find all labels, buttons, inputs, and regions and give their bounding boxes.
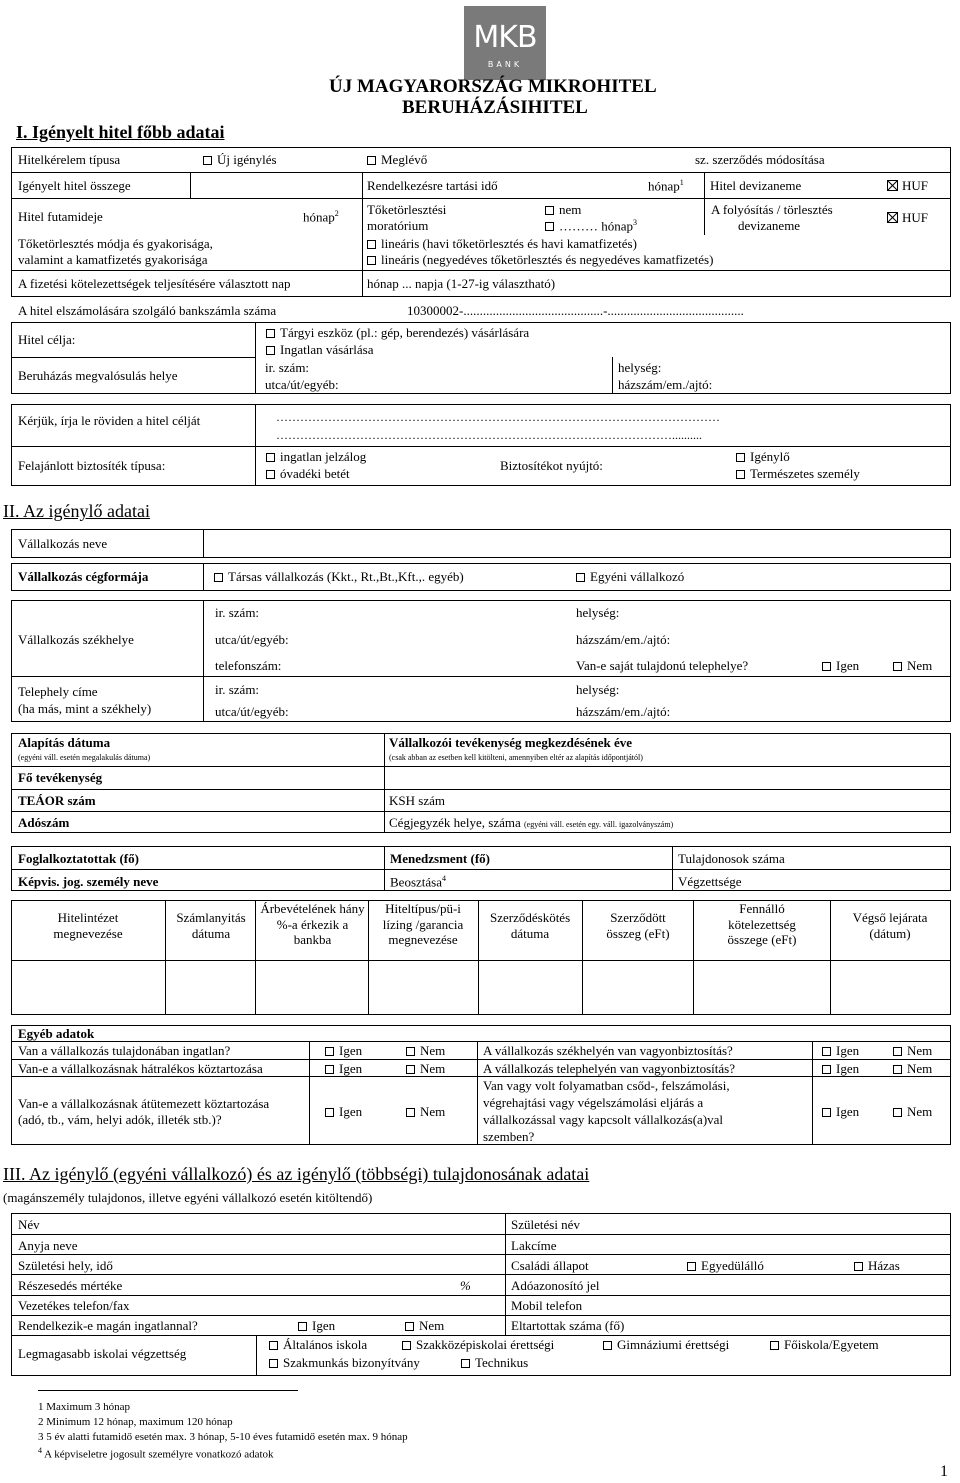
col-szamlanyitas: Számlanyitás dátuma xyxy=(176,910,246,941)
vegzettseg-label: Végzettsége xyxy=(678,874,742,889)
szekhely-biztositas-kerdes: A vállalkozás székhelyén van vagyonbiztosítás? xyxy=(483,1043,733,1058)
cegjegyzek-label: Cégjegyzék helye, száma (egyéni váll. esetén egy. váll. igazolványszám) xyxy=(389,815,674,830)
csod-kerdes-1: Van vagy volt folyamatban csőd-, felszámolási, xyxy=(483,1078,730,1093)
szerzodes-modositasa-label: sz. szerződés módosítása xyxy=(695,152,825,167)
bank-kapcsolatok-table xyxy=(11,900,951,1015)
section-1-table xyxy=(11,147,951,297)
teaor-label: TEÁOR szám xyxy=(18,793,96,808)
reszesedes-percent: % xyxy=(460,1278,471,1293)
egyeni-vallalkozo-checkbox[interactable]: Egyéni vállalkozó xyxy=(576,569,684,585)
moratorium-nem-checkbox[interactable]: nem xyxy=(545,202,581,218)
lakcim-label: Lakcíme xyxy=(511,1238,557,1253)
section-1-title: I. Igényelt hitel főbb adatai xyxy=(16,122,225,142)
technikus-checkbox[interactable]: Technikus xyxy=(461,1355,528,1371)
ingatlan-igen[interactable]: Igen xyxy=(325,1043,362,1059)
col-lejarat: Végső lejárata (dátum) xyxy=(852,910,928,941)
sajat-telephely-nem[interactable]: Nem xyxy=(893,658,932,674)
telephely-irszam[interactable]: ir. szám: xyxy=(215,682,260,697)
footnote-1: 1 Maximum 3 hónap xyxy=(38,1401,130,1413)
kepvis-nev-label: Képvis. jog. személy neve xyxy=(18,874,159,889)
ingatlan-nem[interactable]: Nem xyxy=(406,1043,445,1059)
vallalkozas-neve-table xyxy=(11,529,951,558)
fizetesi-nap-label: A fizetési kötelezettségek teljesítésére választott nap xyxy=(18,276,291,291)
hatralekos-igen[interactable]: Igen xyxy=(325,1061,362,1077)
futamido-honap: hónap$^2$ xyxy=(303,209,339,225)
hatralekos-nem[interactable]: Nem xyxy=(406,1061,445,1077)
magan-ingatlan-label: Rendelkezik-e magán ingatlannal? xyxy=(18,1318,198,1333)
cegforma-table xyxy=(11,563,951,591)
szekhely-utca[interactable]: utca/út/egyéb: xyxy=(215,632,289,647)
toketorlesztes-label-1: Tőketörlesztés módja és gyakorisága, xyxy=(18,236,213,251)
telephely-label-2: (ha más, mint a székhely) xyxy=(18,701,152,716)
tevekenyseg-kezdes-sub: (csak abban az esetben kell kitölteni, amennyiben eltér az alapítás időpontjától) xyxy=(389,753,643,762)
targyi-eszkoz-checkbox[interactable]: Tárgyi eszköz (pl.: gép, berendezés) vásárlására xyxy=(266,325,529,341)
doc-title-1: ÚJ MAGYARORSZÁG MIKROHITEL xyxy=(329,76,657,97)
col-hiteltipus: Hiteltípus/pü-i lízing /garancia megnevezése xyxy=(382,901,464,948)
uj-igenyles-checkbox[interactable]: Új igénylés xyxy=(203,152,277,168)
meglevo-checkbox[interactable]: Meglévő xyxy=(367,152,427,168)
telephely-biztositas-kerdes: A vállalkozás telephelyén van vagyonbiztosítás? xyxy=(483,1061,735,1076)
atutemezett-nem[interactable]: Nem xyxy=(406,1104,445,1120)
folyositas-deviza-label-1: A folyósítás / törlesztés xyxy=(711,202,833,217)
egyeb-adatok-label: Egyéb adatok xyxy=(18,1026,95,1041)
csod-kerdes-4: szemben? xyxy=(483,1129,535,1144)
szekhely-table xyxy=(11,600,951,722)
adoazonosito-label: Adóazonosító jel xyxy=(511,1278,600,1293)
tarsas-vallalkozas-checkbox[interactable]: Társas vállalkozás (Kkt., Rt.,Bt.,Kft.,. egyéb) xyxy=(214,569,464,585)
linearis-havi-checkbox[interactable]: lineáris (havi tőketörlesztés és havi kamatfizetés) xyxy=(367,236,637,252)
menedzsment-label: Menedzsment (fő) xyxy=(390,851,490,866)
szekhely-label: Vállalkozás székhelye xyxy=(18,632,134,647)
hitel-celja-leiras-line-1[interactable]: ………………………………………………………………………………………………… xyxy=(276,410,720,424)
anyja-neve-label: Anyja neve xyxy=(18,1238,78,1253)
csod-kerdes-3: vállalkozással vagy kapcsolt vállalkozás(a)val xyxy=(483,1112,724,1127)
szakkozep-checkbox[interactable]: Szakközépiskolai érettségi xyxy=(402,1337,554,1353)
foiskola-checkbox[interactable]: Főiskola/Egyetem xyxy=(770,1337,879,1353)
folyositas-deviza-label-2: devizaneme xyxy=(738,218,801,233)
magan-ingatlan-igen[interactable]: Igen xyxy=(298,1318,335,1334)
egyedulallo-checkbox[interactable]: Egyedülálló xyxy=(687,1258,764,1274)
szekhely-telefon[interactable]: telefonszám: xyxy=(215,658,282,673)
moratorium-honap-checkbox[interactable]: ……… hónap$^3$ xyxy=(545,218,637,234)
beruhazas-utca[interactable]: utca/út/egyéb: xyxy=(265,377,339,392)
hitel-devizaneme-label: Hitel devizaneme xyxy=(710,178,802,193)
vallalkozas-neve-label: Vállalkozás neve xyxy=(18,536,108,551)
csaladi-allapot-label: Családi állapot xyxy=(511,1258,589,1273)
ingatlan-jelzalog-checkbox[interactable]: ingatlan jelzálog xyxy=(266,449,366,465)
telephely-biztositas-nem[interactable]: Nem xyxy=(893,1061,932,1077)
atutemezett-igen[interactable]: Igen xyxy=(325,1104,362,1120)
biztositek-tipusa-label: Felajánlott biztosíték típusa: xyxy=(18,458,166,473)
csod-kerdes-2: végrehajtási vagy végelszámolási eljárás a xyxy=(483,1095,704,1110)
szekhely-biztositas-igen[interactable]: Igen xyxy=(822,1043,859,1059)
doc-title-2: BERUHÁZÁSIHITEL xyxy=(402,97,588,118)
col-hitelintezet: Hitelintézet megnevezése xyxy=(53,910,123,941)
szuletesi-hely-ido-label: Születési hely, idő xyxy=(18,1258,113,1273)
col-szerzodott-osszeg: Szerződött összeg (eFt) xyxy=(606,910,670,941)
telephely-helyseg[interactable]: helység: xyxy=(576,682,620,697)
rendelkezesre-tartasi-ido-label: Rendelkezésre tartási idő xyxy=(367,178,498,193)
telephely-utca[interactable]: utca/út/egyéb: xyxy=(215,704,289,719)
ksh-label: KSH szám xyxy=(389,793,445,808)
atutemezett-kerdes-1: Van-e a vállalkozásnak átütemezett köztartozása xyxy=(18,1096,270,1111)
section-3-subtitle: (magánszemély tulajdonos, illetve egyéni vállalkozó esetén kitöltendő) xyxy=(3,1190,373,1205)
adoszam-label: Adószám xyxy=(18,815,70,830)
hitel-celja-label: Hitel célja: xyxy=(18,332,76,347)
footnote-4: $^4$ A képviseletre jogosult személyre vonatkozó adatok xyxy=(38,1446,274,1461)
hitel-celja-leiras-label: Kérjük, írja le röviden a hitel célját xyxy=(18,413,201,428)
igenylo-checkbox[interactable]: Igénylő xyxy=(736,449,790,465)
sajat-telephely-label: Van-e saját tulajdonú telephelye? xyxy=(576,658,749,673)
sajat-telephely-igen[interactable]: Igen xyxy=(822,658,859,674)
hitel-celja-leiras-line-2[interactable]: ……………………………………………………………………………………….......... xyxy=(276,428,702,442)
fizetesi-nap-value: hónap ... napja (1-27-ig választható) xyxy=(367,276,556,291)
linearis-negyedeves-checkbox[interactable]: lineáris (negyedéves tőketörlesztés és negyedéves kamatfizetés) xyxy=(367,252,713,268)
beruhazas-helyseg[interactable]: helység: xyxy=(618,360,662,375)
col-arbevetel: Árbevételének hány %-a érkezik a bankba xyxy=(260,901,365,948)
huf-checkbox-2[interactable]: HUF xyxy=(887,210,928,226)
beruhazas-helye-label: Beruházás megvalósulás helye xyxy=(18,368,178,383)
huf-checkbox-1[interactable]: HUF xyxy=(887,178,928,194)
toketorlesztes-label-2: valamint a kamatfizetés gyakorisága xyxy=(18,252,208,267)
moratorium-label-1: Tőketörlesztési xyxy=(367,202,447,217)
mkb-logo: MKB BANK xyxy=(464,6,546,80)
ovadeki-betet-checkbox[interactable]: óvadéki betét xyxy=(266,466,350,482)
bankszamla-label: A hitel elszámolására szolgáló bankszámla száma xyxy=(18,303,277,318)
szekhely-biztositas-nem[interactable]: Nem xyxy=(893,1043,932,1059)
csod-igen[interactable]: Igen xyxy=(822,1104,859,1120)
ingatlan-kerdes: Van a vállalkozás tulajdonában ingatlan? xyxy=(18,1043,231,1058)
ingatlan-vasarlas-checkbox[interactable]: Ingatlan vásárlása xyxy=(266,342,373,358)
alapitas-sub: (egyéni váll. esetén megalakulás dátuma) xyxy=(18,753,151,762)
rendelkezesre-honap: hónap$^1$ xyxy=(648,178,684,194)
footnote-3: 3 5 év alatti futamidő esetén max. 3 hónap, 5-10 éves futamidő esetén max. 9 hónap xyxy=(38,1431,408,1443)
telephely-hazszam[interactable]: házszám/em./ajtó: xyxy=(576,704,671,719)
hazas-checkbox[interactable]: Házas xyxy=(854,1258,900,1274)
mobil-telefon-label: Mobil telefon xyxy=(511,1298,583,1313)
telephely-biztositas-igen[interactable]: Igen xyxy=(822,1061,859,1077)
iskolai-vegzettseg-label: Legmagasabb iskolai végzettség xyxy=(18,1346,187,1361)
vezetekes-telefon-label: Vezetékes telefon/fax xyxy=(18,1298,130,1313)
telephely-label-1: Telephely címe xyxy=(18,684,98,699)
col-fennallo: Fennálló kötelezettség összege (eFt) xyxy=(727,901,797,948)
igenyelt-osszeg-label: Igényelt hitel összege xyxy=(18,178,131,193)
szekhely-hazszam[interactable]: házszám/em./ajtó: xyxy=(576,632,671,647)
hitelkerelem-tipusa-label: Hitelkérelem típusa xyxy=(18,152,121,167)
eltartottak-label: Eltartottak száma (fő) xyxy=(511,1318,625,1333)
szuletesi-nev-label: Születési név xyxy=(511,1217,580,1232)
szekhely-helyseg[interactable]: helység: xyxy=(576,605,620,620)
beruhazas-irszam[interactable]: ir. szám: xyxy=(265,360,310,375)
fo-tevekenyseg-label: Fő tevékenység xyxy=(18,770,103,785)
section-2-title: II. Az igénylő adatai xyxy=(3,501,150,521)
szekhely-irszam[interactable]: ir. szám: xyxy=(215,605,260,620)
hatralekos-kerdes: Van-e a vállalkozásnak hátralékos köztartozása xyxy=(18,1061,263,1076)
atutemezett-kerdes-2: (adó, tb., vám, helyi adók, illeték stb.)? xyxy=(18,1112,222,1127)
bankszamla-value: 10300002-...........................................-.......................................... xyxy=(407,303,744,318)
cegforma-label: Vállalkozás cégformája xyxy=(18,569,149,584)
page-number: 1 xyxy=(940,1463,948,1480)
biztositekot-nyujto-label: Biztosítékot nyújtó: xyxy=(500,458,603,473)
futamido-label: Hitel futamideje xyxy=(18,209,103,224)
tulajdonosok-szama-label: Tulajdonosok száma xyxy=(678,851,785,866)
section-3-title: III. Az igénylő (egyéni vállalkozó) és az igénylő (többségi) tulajdonosának adatai xyxy=(3,1164,590,1184)
reszesedes-label: Részesedés mértéke xyxy=(18,1278,123,1293)
magan-ingatlan-nem[interactable]: Nem xyxy=(405,1318,444,1334)
altalanos-iskola-checkbox[interactable]: Általános iskola xyxy=(269,1337,367,1353)
csod-nem[interactable]: Nem xyxy=(893,1104,932,1120)
moratorium-label-2: moratórium xyxy=(367,218,429,233)
alapitas-label: Alapítás dátuma xyxy=(18,735,111,750)
beosztas-label: Beosztása$^4$ xyxy=(390,874,446,890)
nev-label: Név xyxy=(18,1217,40,1232)
foglalkoztatottak-label: Foglalkoztatottak (fő) xyxy=(18,851,139,866)
szakmunkas-checkbox[interactable]: Szakmunkás bizonyítvány xyxy=(269,1355,420,1371)
tevekenyseg-kezdes-label: Vállalkozói tevékenység megkezdésének éve xyxy=(389,735,632,750)
gimnazium-checkbox[interactable]: Gimnáziumi érettségi xyxy=(603,1337,729,1353)
termeszetes-szemely-checkbox[interactable]: Természetes személy xyxy=(736,466,860,482)
footnote-2: 2 Minimum 12 hónap, maximum 120 hónap xyxy=(38,1416,233,1428)
col-szerzodeskotes: Szerződéskötés dátuma xyxy=(490,910,571,941)
beruhazas-hazszam[interactable]: házszám/em./ajtó: xyxy=(618,377,713,392)
